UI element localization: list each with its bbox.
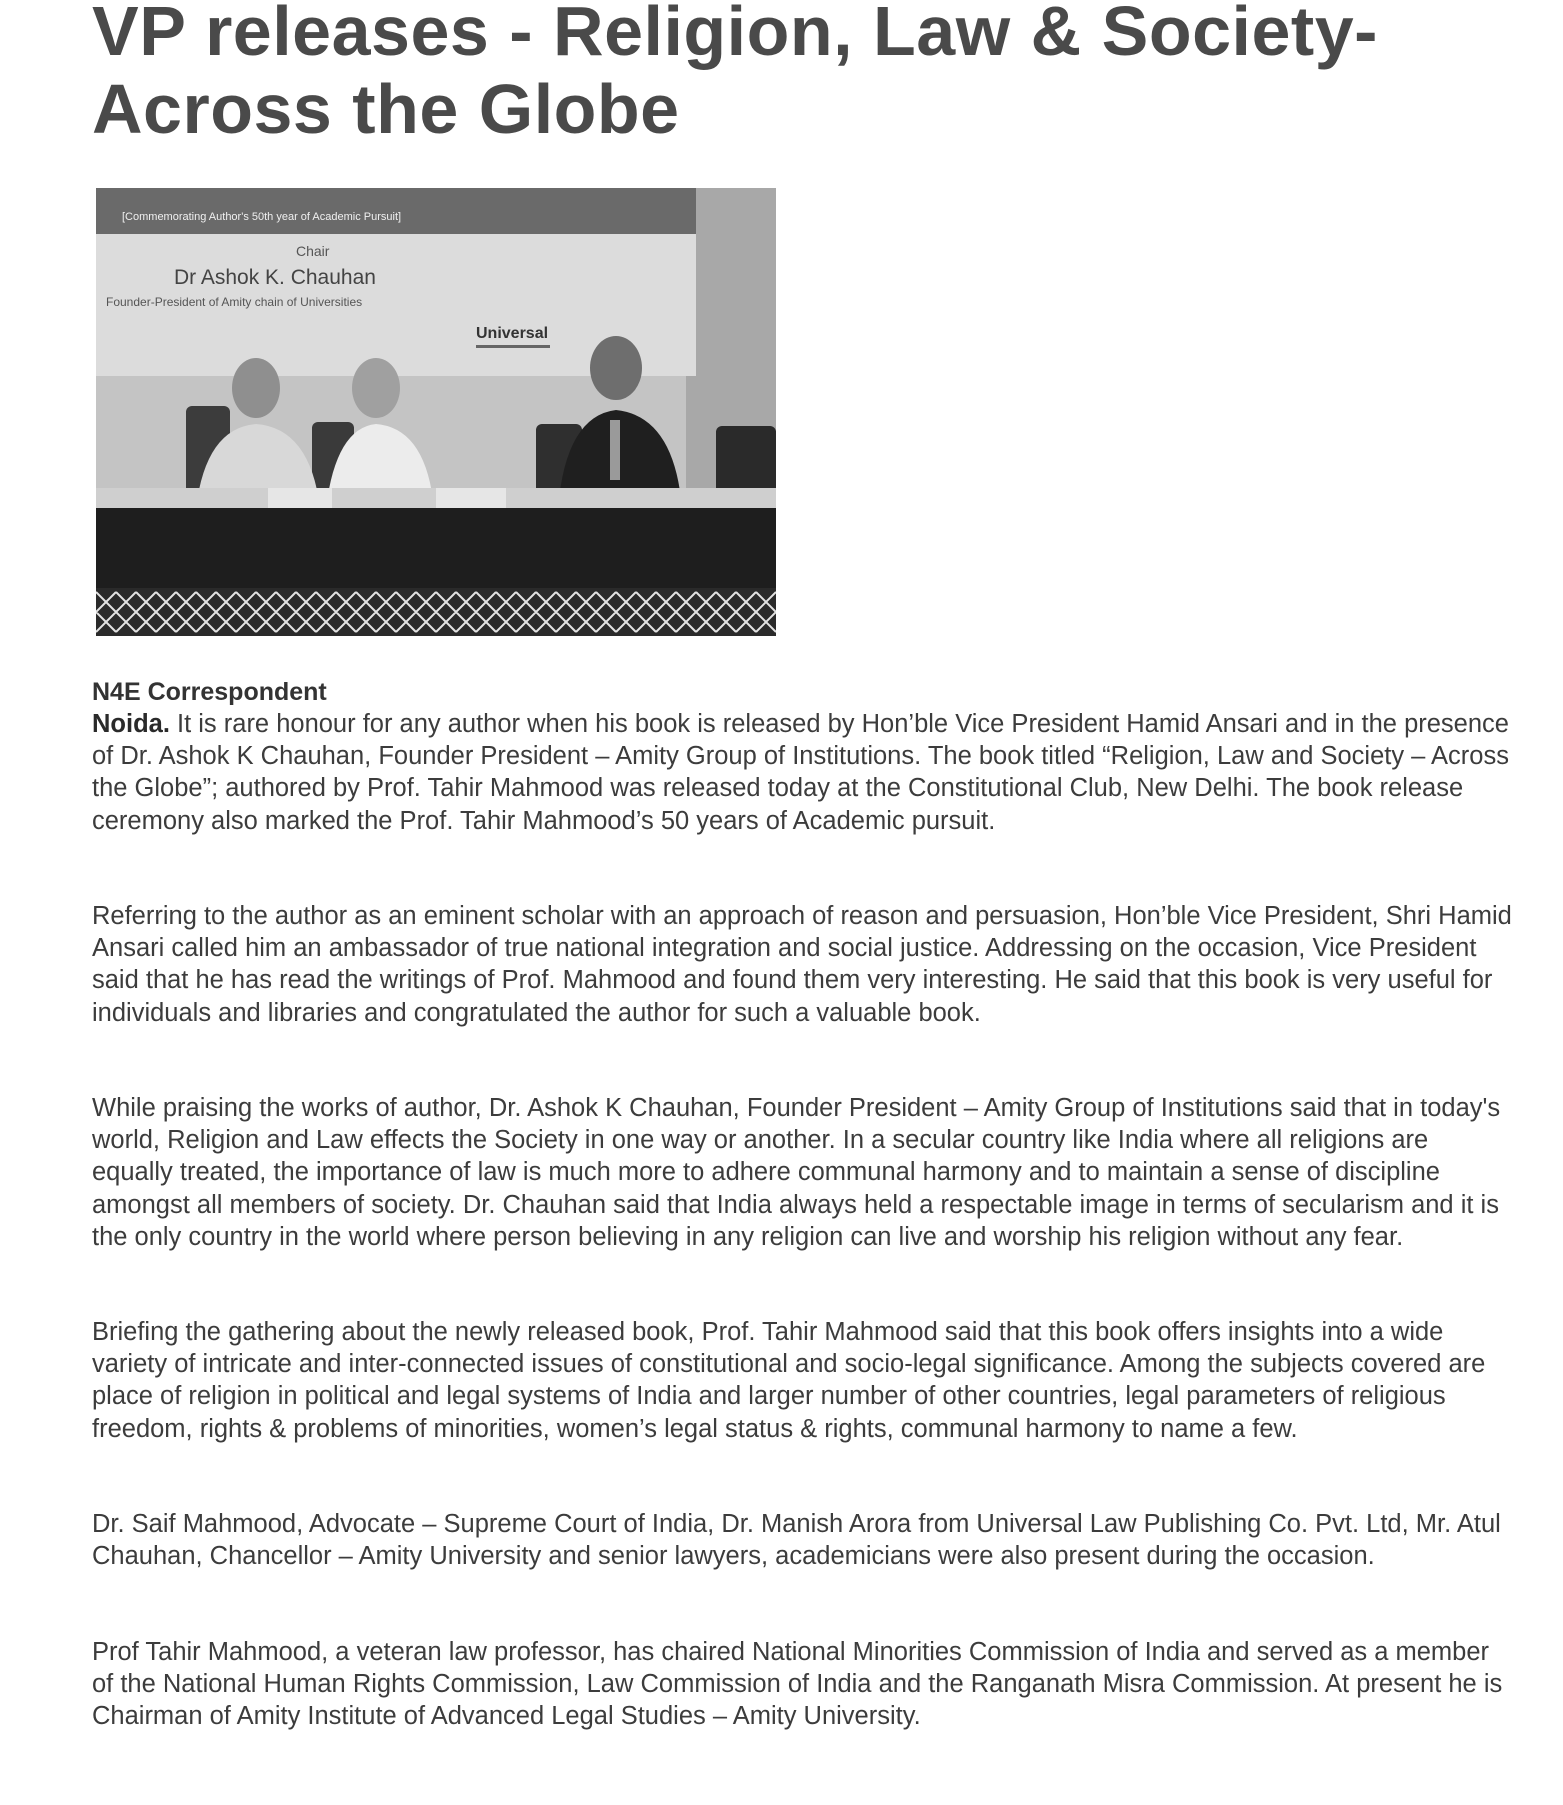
article-headline: VP releases - Religion, Law & Society- Across the Globe bbox=[92, 0, 1378, 148]
publisher-logo: Universal bbox=[476, 325, 549, 342]
article-dateline: Noida. bbox=[92, 710, 170, 738]
article-byline: N4E Correspondent bbox=[92, 678, 327, 706]
article-paragraph-2: Referring to the author as an eminent scholar with an approach of reason and persuasion, Hon’ble Vice President, Shri Hamid Ansari called him an ambassador of true national integration and social justice. Addressing on the occasion, Vice President said that he has read the writings of Prof. Mahmood and found them very interesting. He said that this book is very useful for individuals and libraries and congratulated the author for such a valuable book. bbox=[92, 902, 1512, 1027]
banner-chair-title: Founder-President of Amity chain of Universities bbox=[106, 295, 363, 309]
paragraph-1-text: It is rare honour for any author when his book is released by Hon’ble Vice President Hamid Ansari and in the presence of Dr. Ashok K Chauhan, Founder President – Amity Group of Institutions. The book titled “Religion, Law and Society – Across the Globe”; authored by Prof. Tahir Mahmood was released today at the Constitutional Club, New Delhi. The book release ceremony also marked the Prof. Tahir Mahmood’s 50 years of Academic pursuit. bbox=[92, 710, 1509, 835]
article-paragraph-6: Prof Tahir Mahmood, a veteran law professor, has chaired National Minorities Commission of India and served as a member of the National Human Rights Commission, Law Commission of India and the Ranganath Misra Commission. At present he is Chairman of Amity Institute of Advanced Legal Studies – Amity University. bbox=[92, 1638, 1503, 1731]
article-paragraph-4: Briefing the gathering about the newly released book, Prof. Tahir Mahmood said that this book offers insights into a wide variety of intricate and inter-connected issues of constitutional and socio-legal significance. Among the subjects covered are place of religion in political and legal systems of India and larger number of other countries, legal parameters of religious freedom, rights & problems of minorities, women’s legal status & rights, communal harmony to name a few. bbox=[92, 1318, 1486, 1443]
event-photo bbox=[96, 188, 776, 636]
banner-subtitle: [Commemorating Author's 50th year of Academic Pursuit] bbox=[122, 211, 402, 223]
article-paragraph-1 bbox=[92, 708, 1512, 837]
banner-chair-name: Dr Ashok K. Chauhan bbox=[174, 266, 376, 289]
head-table bbox=[96, 508, 776, 588]
article-paragraph-3: While praising the works of author, Dr. Ashok K Chauhan, Founder President – Amity Group of Institutions said that in today's world, Religion and Law effects the Society in one way or another. In a secular country like India where all religions are equally treated, the importance of law is much more to adhere communal harmony and to maintain a sense of discipline amongst all members of society. Dr. Chauhan said that India always held a respectable image in terms of secularism and it is the only country in the world where person believing in any religion can live and worship his religion without any fear. bbox=[92, 1094, 1501, 1251]
banner-chair-label: Chair bbox=[296, 243, 330, 259]
article-paragraph-5: Dr. Saif Mahmood, Advocate – Supreme Court of India, Dr. Manish Arora from Universal Law Publishing Co. Pvt. Ltd, Mr. Atul Chauhan, Chancellor – Amity University and senior lawyers, academicians were also present during the occasion. bbox=[92, 1510, 1501, 1571]
